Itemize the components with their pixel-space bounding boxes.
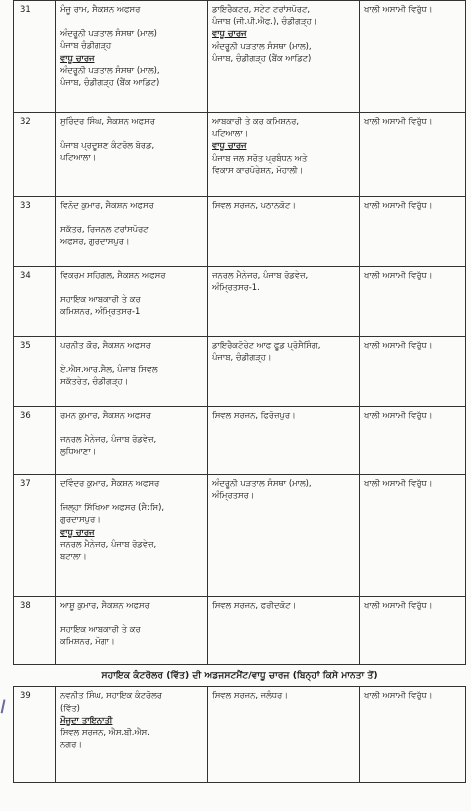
officer-cell <box>56 597 208 665</box>
officer-cell <box>56 267 208 337</box>
officer-line: ਲੁਧਿਆਣਾ। <box>60 446 97 457</box>
officer-line: (ਵਿੱਤ) <box>60 702 80 713</box>
posted-line: ਅੰਦਰੂਨੀ ਪੜਤਾਲ ਸੰਸਥਾ (ਮਾਲ), <box>212 40 312 51</box>
table-row <box>14 475 466 597</box>
pen-mark <box>1 699 12 714</box>
officer-line: ਜਿਲ੍ਹਾ ਸਿੱਖਿਆ ਅਫਸਰ (ਸੈ:ਸਿ), <box>60 502 165 513</box>
posted-line: ਸਿਵਲ ਸਰਜਨ, ਪਠਾਨਕੋਟ। <box>212 200 296 210</box>
officer-cell <box>56 197 208 267</box>
officer-line: ਅਫਸਰ, ਗੁਰਦਾਸਪੁਰ। <box>60 236 130 247</box>
officer-line: ਦਵਿੰਦਰ ਕੁਮਾਰ, ਸੈਕਸ਼ਨ ਅਫਸਰ <box>60 478 160 488</box>
officer-line: ਵਿਨੋਦ ਕੁਮਾਰ, ਸੈਕਸ਼ਨ ਅਫਸਰ <box>60 200 154 210</box>
posted-cell <box>208 1 360 113</box>
posted-cell <box>208 475 360 597</box>
officer-line: ਜਨਰਲ ਮੈਨੇਜਰ, ਪੰਜਾਬ ਰੋਡਵੇਜ਼, <box>60 538 157 549</box>
remark-cell: ਖਾਲੀ ਅਸਾਮੀ ਵਿਰੁੱਧ। <box>360 337 466 407</box>
officer-cell <box>56 407 208 475</box>
additional-charge-label: ਵਾਧੂ ਚਾਰਜ <box>60 52 95 63</box>
posted-line: ਪੰਜਾਬ, ਚੰਡੀਗੜ੍ਹ (ਬੈਂਕ ਆਡਿਟ) <box>212 52 312 63</box>
posted-line: ਅੰਮ੍ਰਿਤਸਰ। <box>212 490 255 501</box>
table-row <box>14 407 466 475</box>
officer-cell <box>56 475 208 597</box>
serial-number: 34 <box>14 267 56 337</box>
posted-cell <box>208 687 360 783</box>
officer-line: ਸਕੱਤਰੇਤ, ਚੰਡੀਗੜ੍ਹ। <box>60 376 129 387</box>
remark-cell: ਖਾਲੀ ਅਸਾਮੀ ਵਿਰੁੱਧ। <box>360 267 466 337</box>
posted-cell <box>208 597 360 665</box>
section-heading: ਸਹਾਇਕ ਕੰਟਰੋਲਰ (ਵਿੱਤ) ਦੀ ਅਡਜਸਟਮੈਂਟ/ਵਾਧੂ ਚਾਰਜ (ਬਿਨ੍ਹਾਂ ਕਿਸੇ ਮਾਨਤਾ ਤੋਂ) <box>14 665 466 687</box>
serial-number: 35 <box>14 337 56 407</box>
officer-line: ਮੰਜੂ ਰਾਮ, ਸੈਕਸ਼ਨ ਅਫਸਰ <box>60 4 141 14</box>
posted-line: ਪੰਜਾਬ ਜਲ ਸਰੋਤ ਪ੍ਰਬੰਧਨ ਅਤੇ <box>212 152 308 163</box>
officer-line: ਸਹਾਇਕ ਆਬਕਾਰੀ ਤੇ ਕਰ <box>60 294 141 305</box>
serial-number: 36 <box>14 407 56 475</box>
posted-line: ਸਿਵਲ ਸਰਜਨ, ਜਲੰਧਰ। <box>212 690 288 701</box>
table-row <box>14 197 466 267</box>
posted-line: ਪੰਜਾਬ, ਚੰਡੀਗੜ੍ਹ। <box>212 352 272 363</box>
additional-charge-label: ਵਾਧੂ ਚਾਰਜ <box>60 526 95 537</box>
remark-cell: ਖਾਲੀ ਅਸਾਮੀ ਵਿਰੁੱਧ। <box>360 475 466 597</box>
officer-line: ਜਨਰਲ ਮੈਨੇਜਰ, ਪੰਜਾਬ ਰੋਡਵੇਜ਼, <box>60 434 157 445</box>
remark-cell: ਖਾਲੀ ਅਸਾਮੀ ਵਿਰੁੱਧ। <box>360 1 466 113</box>
posted-line: ਅੰਦਰੂਨੀ ਪੜਤਾਲ ਸੰਸਥਾ (ਮਾਲ), <box>212 478 312 488</box>
officer-cell <box>56 337 208 407</box>
serial-number: 39 <box>14 687 56 783</box>
officer-line: ਬਟਾਲਾ। <box>60 550 87 561</box>
serial-number: 32 <box>14 113 56 197</box>
officer-line: ਪਟਿਆਲਾ। <box>60 152 97 163</box>
officer-line: ਸਿਵਲ ਸਰਜਨ, ਐਸ.ਬੀ.ਐਸ. <box>60 726 150 737</box>
document-page <box>13 0 465 783</box>
remark-cell: ਖਾਲੀ ਅਸਾਮੀ ਵਿਰੁੱਧ। <box>360 113 466 197</box>
officer-line: ਪੰਜਾਬ ਪ੍ਰਦੂਸ਼ਣ ਕੰਟਰੋਲ ਬੋਰਡ, <box>60 140 155 151</box>
posted-line: ਅੰਮ੍ਰਿਤਸਰ-1. <box>212 282 260 293</box>
posted-cell <box>208 407 360 475</box>
table-row <box>14 337 466 407</box>
remark-cell: ਖਾਲੀ ਅਸਾਮੀ ਵਿਰੁੱਧ। <box>360 597 466 665</box>
posted-line: ਵਿਕਾਸ ਕਾਰਪੋਰੇਸ਼ਨ, ਮੋਹਾਲੀ। <box>212 164 304 175</box>
posted-cell <box>208 337 360 407</box>
serial-number: 33 <box>14 197 56 267</box>
officer-cell <box>56 687 208 783</box>
additional-charge-label: ਵਾਧੂ ਚਾਰਜ <box>212 28 247 39</box>
serial-number: 38 <box>14 597 56 665</box>
officer-line: ਨਵਨੀਤ ਸਿੰਘ, ਸਹਾਇਕ ਕੰਟਰੋਲਰ <box>60 690 162 701</box>
posted-cell <box>208 113 360 197</box>
officer-line: ਸਕੱਤਰ, ਰਿਜਨਲ ਟਰਾਂਸਪੋਰਟ <box>60 224 149 235</box>
posted-line: ਆਬਕਾਰੀ ਤੇ ਕਰ ਕਮਿਸ਼ਨਰ, <box>212 116 299 126</box>
officer-line: ਆਸ਼ੂ ਕੁਮਾਰ, ਸੈਕਸ਼ਨ ਅਫਸਰ <box>60 600 150 610</box>
posted-line: ਜਨਰਲ ਮੈਨੇਜਰ, ਪੰਜਾਬ ਰੋਡਵੇਜ਼, <box>212 270 309 280</box>
posted-cell <box>208 267 360 337</box>
table-row <box>14 1 466 113</box>
additional-charge-label: ਵਾਧੂ ਚਾਰਜ <box>212 140 247 151</box>
posted-line: ਸਿਵਲ ਸਰਜਨ, ਫਰੀਦਕੋਟ। <box>212 600 297 610</box>
officer-line: ਪੰਜਾਬ ਚੰਡੀਗੜ੍ਹ <box>60 40 112 51</box>
table-row <box>14 597 466 665</box>
serial-number: 31 <box>14 1 56 113</box>
officer-line: ਰਮਨ ਕੁਮਾਰ, ਸੈਕਸ਼ਨ ਅਫਸਰ <box>60 410 151 420</box>
transfer-table <box>13 0 466 783</box>
remark-cell: ਖਾਲੀ ਅਸਾਮੀ ਵਿਰੁੱਧ। <box>360 197 466 267</box>
posted-line: ਪਟਿਆਲਾ। <box>212 128 249 139</box>
officer-line: ਕਮਿਸ਼ਨਰ, ਅੰਮ੍ਰਿਤਸਰ-1 <box>60 306 141 317</box>
officer-cell <box>56 1 208 113</box>
posted-line: ਸਿਵਲ ਸਰਜਨ, ਫਿਰੋਜ਼ਪੁਰ। <box>212 410 296 420</box>
officer-line: ਵਿਕਰਮ ਸਹਿਗਲ, ਸੈਕਸ਼ਨ ਅਫਸਰ <box>60 270 166 280</box>
officer-line: ਪਰਨੀਤ ਕੌਰ, ਸੈਕਸ਼ਨ ਅਫਸਰ <box>60 340 151 350</box>
table-row <box>14 267 466 337</box>
serial-number: 37 <box>14 475 56 597</box>
officer-line: ਅੰਦਰੂਨੀ ਪੜਤਾਲ ਸੰਸਥਾ (ਮਾਲ) <box>60 28 157 39</box>
posted-line: ਪੰਜਾਬ (ਜੀ.ਪੀ.ਐਫ.), ਚੰਡੀਗੜ੍ਹ। <box>212 16 318 27</box>
officer-line: ਅੰਦਰੂਨੀ ਪੜਤਾਲ ਸੰਸਥਾ (ਮਾਲ), <box>60 64 160 75</box>
posted-cell <box>208 197 360 267</box>
officer-line: ਏ.ਐਸ.ਆਰ.ਸੈਲ, ਪੰਜਾਬ ਸਿਵਲ <box>60 364 158 375</box>
remark-cell: ਖਾਲੀ ਅਸਾਮੀ ਵਿਰੁੱਧ। <box>360 407 466 475</box>
posted-line: ਡਾਇਰੈਕਟਰ, ਸਟੇਟ ਟਰਾਂਸਪੋਰਟ, <box>212 4 311 14</box>
officer-line: ਕਮਿਸ਼ਨਰ, ਮੋਗਾ। <box>60 636 115 647</box>
current-posting-label: ਮੌਜੂਦਾ ਤਾਇਨਾਤੀ <box>60 714 113 725</box>
remark-cell: ਖਾਲੀ ਅਸਾਮੀ ਵਿਰੁੱਧ। <box>360 687 466 783</box>
officer-line: ਸੁਰਿੰਦਰ ਸਿੰਘ, ਸੈਕਸ਼ਨ ਅਫਸਰ <box>60 116 155 126</box>
officer-line: ਗੁਰਦਾਸਪੁਰ। <box>60 514 101 525</box>
officer-line: ਨਗਰ। <box>60 739 82 750</box>
table-row <box>14 687 466 783</box>
officer-line: ਪੰਜਾਬ, ਚੰਡੀਗੜ੍ਹ (ਬੈਂਕ ਆਡਿਟ) <box>60 76 160 87</box>
officer-cell <box>56 113 208 197</box>
section-heading-row <box>14 665 466 687</box>
posted-line: ਡਾਇਰੈਕਟੋਰੇਟ ਆਫ ਫੂਡ ਪ੍ਰੋਸੈਸਿੰਗ, <box>212 340 321 350</box>
officer-line: ਸਹਾਇਕ ਆਬਕਾਰੀ ਤੇ ਕਰ <box>60 624 141 635</box>
table-row <box>14 113 466 197</box>
